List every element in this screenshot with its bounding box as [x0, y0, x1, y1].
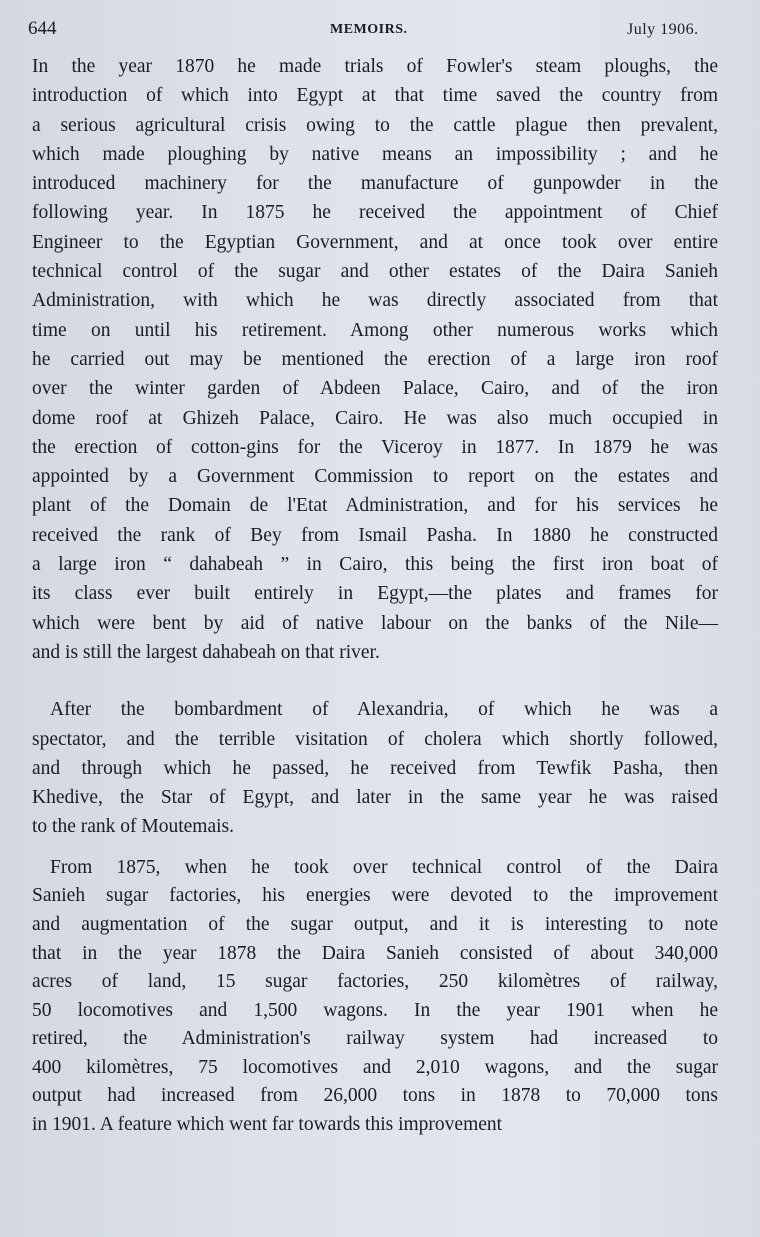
- text-line: appointed by a Government Commission to report on the estates and: [32, 466, 718, 488]
- text-line: and augmentation of the sugar output, and it is interesting to note: [32, 913, 718, 935]
- text-line: From 1875, when he took over technical control of the Daira: [50, 856, 718, 878]
- page-body: [32, 52, 718, 1140]
- text-line: spectator, and the terrible visitation of cholera which shortly followed,: [32, 728, 718, 750]
- page-number: 644: [28, 18, 57, 39]
- text-line: Khedive, the Star of Egypt, and later in the same year he was raised: [32, 787, 718, 809]
- text-line: to the rank of Moutemais.: [32, 816, 234, 838]
- text-line: After the bombardment of Alexandria, of which he was a: [50, 699, 718, 721]
- text-line: introduced machinery for the manufacture of gunpowder in the: [32, 173, 718, 195]
- text-line: time on until his retirement. Among other numerous works which: [32, 319, 718, 341]
- text-line: acres of land, 15 sugar factories, 250 kilomètres of railway,: [32, 971, 718, 993]
- text-line: dome roof at Ghizeh Palace, Cairo. He was also much occupied in: [32, 407, 718, 429]
- text-line: he carried out may be mentioned the erection of a large iron roof: [32, 348, 718, 370]
- text-line: 400 kilomètres, 75 locomotives and 2,010 wagons, and the sugar: [32, 1056, 718, 1078]
- paragraph: [32, 854, 718, 1140]
- text-line: that in the year 1878 the Daira Sanieh consisted of about 340,000: [32, 942, 718, 964]
- text-line: introduction of which into Egypt at that time saved the country from: [32, 85, 718, 107]
- text-line: received the rank of Bey from Ismail Pasha. In 1880 he constructed: [32, 524, 718, 546]
- text-line: Sanieh sugar factories, his energies were devoted to the improvement: [32, 885, 718, 907]
- text-line: in 1901. A feature which went far towards this improvement: [32, 1114, 503, 1136]
- text-line: In the year 1870 he made trials of Fowler's steam ploughs, the: [32, 56, 718, 77]
- text-line: following year. In 1875 he received the appointment of Chief: [32, 202, 718, 224]
- text-line: a large iron “ dahabeah ” in Cairo, this being the first iron boat of: [32, 554, 718, 576]
- text-line: 50 locomotives and 1,500 wagons. In the year 1901 when he: [32, 999, 718, 1021]
- text-line: over the winter garden of Abdeen Palace, Cairo, and of the iron: [32, 378, 718, 400]
- text-line: technical control of the sugar and other estates of the Daira Sanieh: [32, 261, 718, 283]
- text-line: which were bent by aid of native labour on the banks of the Nile—: [32, 612, 718, 634]
- text-line: a serious agricultural crisis owing to the cattle plague then prevalent,: [32, 114, 718, 136]
- paragraph: [32, 695, 718, 841]
- text-line: the erection of cotton-gins for the Viceroy in 1877. In 1879 he was: [32, 436, 718, 458]
- text-line: retired, the Administration's railway system had increased to: [32, 1028, 718, 1050]
- text-line: plant of the Domain de l'Etat Administration, and for his services he: [32, 495, 718, 517]
- text-line: output had increased from 26,000 tons in 1878 to 70,000 tons: [32, 1085, 718, 1107]
- text-line: Engineer to the Egyptian Government, and at once took over entire: [32, 231, 718, 253]
- text-line: its class ever built entirely in Egypt,—the plates and frames for: [32, 583, 718, 605]
- text-line: and is still the largest dahabeah on that river.: [32, 641, 380, 663]
- issue-date: July 1906.: [627, 21, 699, 38]
- paragraph: [32, 52, 718, 667]
- text-line: which made ploughing by native means an impossibility ; and he: [32, 143, 718, 165]
- text-line: Administration, with which he was directly associated from that: [32, 290, 718, 312]
- text-line: and through which he passed, he received from Tewfik Pasha, then: [32, 757, 718, 779]
- running-title: MEMOIRS.: [330, 22, 408, 37]
